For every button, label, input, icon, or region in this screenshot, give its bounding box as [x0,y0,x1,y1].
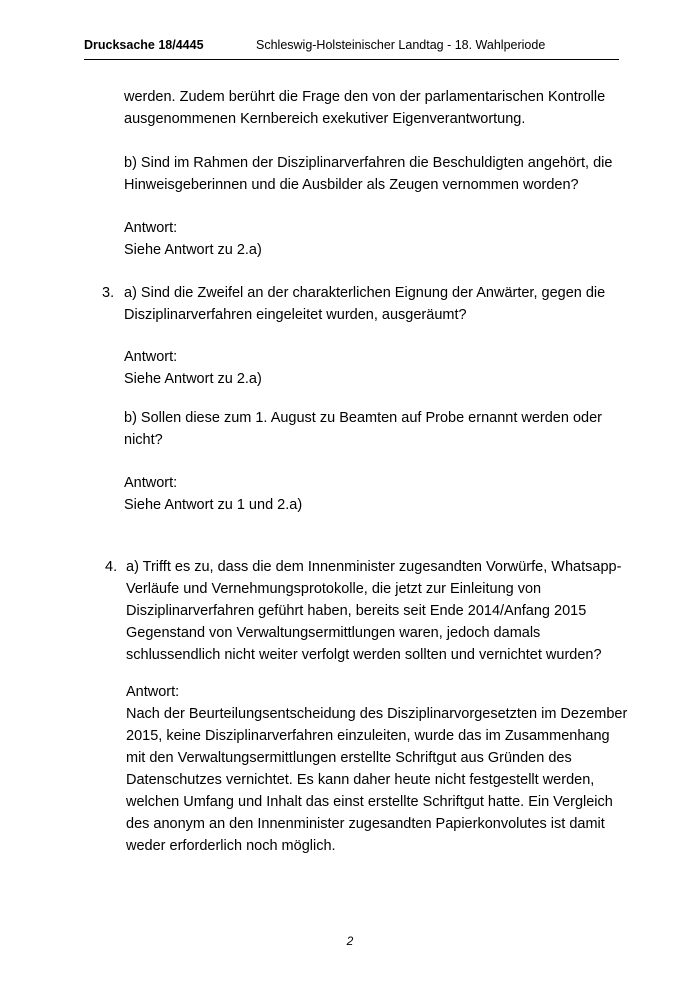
question-3b: b) Sollen diese zum 1. August zu Beamten auf Probe ernannt werden oder nicht? [124,410,602,448]
answer-3b: Antwort: Siehe Antwort zu 1 und 2.a) [124,475,303,513]
answer-2b: Antwort: Siehe Antwort zu 2.a) [124,220,262,258]
question-3-number: 3. [102,285,115,301]
parliament-title: Schleswig-Holsteinischer Landtag - 18. Wahlperiode [256,38,546,52]
question-2b: b) Sind im Rahmen der Disziplinarverfahren die Beschuldigten angehört, die Hinweisgeberinnen und die Ausbilder als Zeugen vernommen worden? [124,155,613,193]
question-4-number: 4. [105,559,118,575]
document-number: Drucksache 18/4445 [84,38,204,52]
question-4a: a) Trifft es zu, dass die dem Innenminister zugesandten Vorwürfe, Whatsapp- Verläufe und Vernehmungsprotokolle, die jetzt zur Einleitung von Disziplinarverfahren geführt haben, bereits seit Ende 2014/Anfang 2015 Gegenstand von Verwaltungsermittlungen waren, jedoch damals schlussendlich nicht weiter verfolgt werden sollten und vernichtet wurden? [126,559,622,663]
page-header [84,38,618,58]
page-number: 2 [346,934,354,948]
paragraph-continuation: werden. Zudem berührt die Frage den von der parlamentarischen Kontrolle ausgenommenen Kernbereich exekutiver Eigenverantwortung. [124,89,606,127]
answer-3a: Antwort: Siehe Antwort zu 2.a) [124,349,262,387]
answer-4a: Antwort: Nach der Beurteilungsentscheidung des Disziplinarvorgesetzten im Dezember 2015, keine Disziplinarverfahren einzuleiten, wurde das im Zusammenhang mit den Verwaltungsermittlungen erstellte Schriftgut aus Gründen des Datenschutzes vernichtet. Es kann daher heute nicht festgestellt werden, welchen Umfang und Inhalt das einst erstellte Schriftgut hatte. Ein Vergleich des anonym an den Innenminister zugesandten Papierkonvolutes ist damit weder erforderlich noch möglich. [126,684,628,854]
header-divider [84,59,619,60]
question-3a: a) Sind die Zweifel an der charakterlichen Eignung der Anwärter, gegen die Disziplinarverfahren eingeleitet wurden, ausgeräumt? [124,285,606,323]
